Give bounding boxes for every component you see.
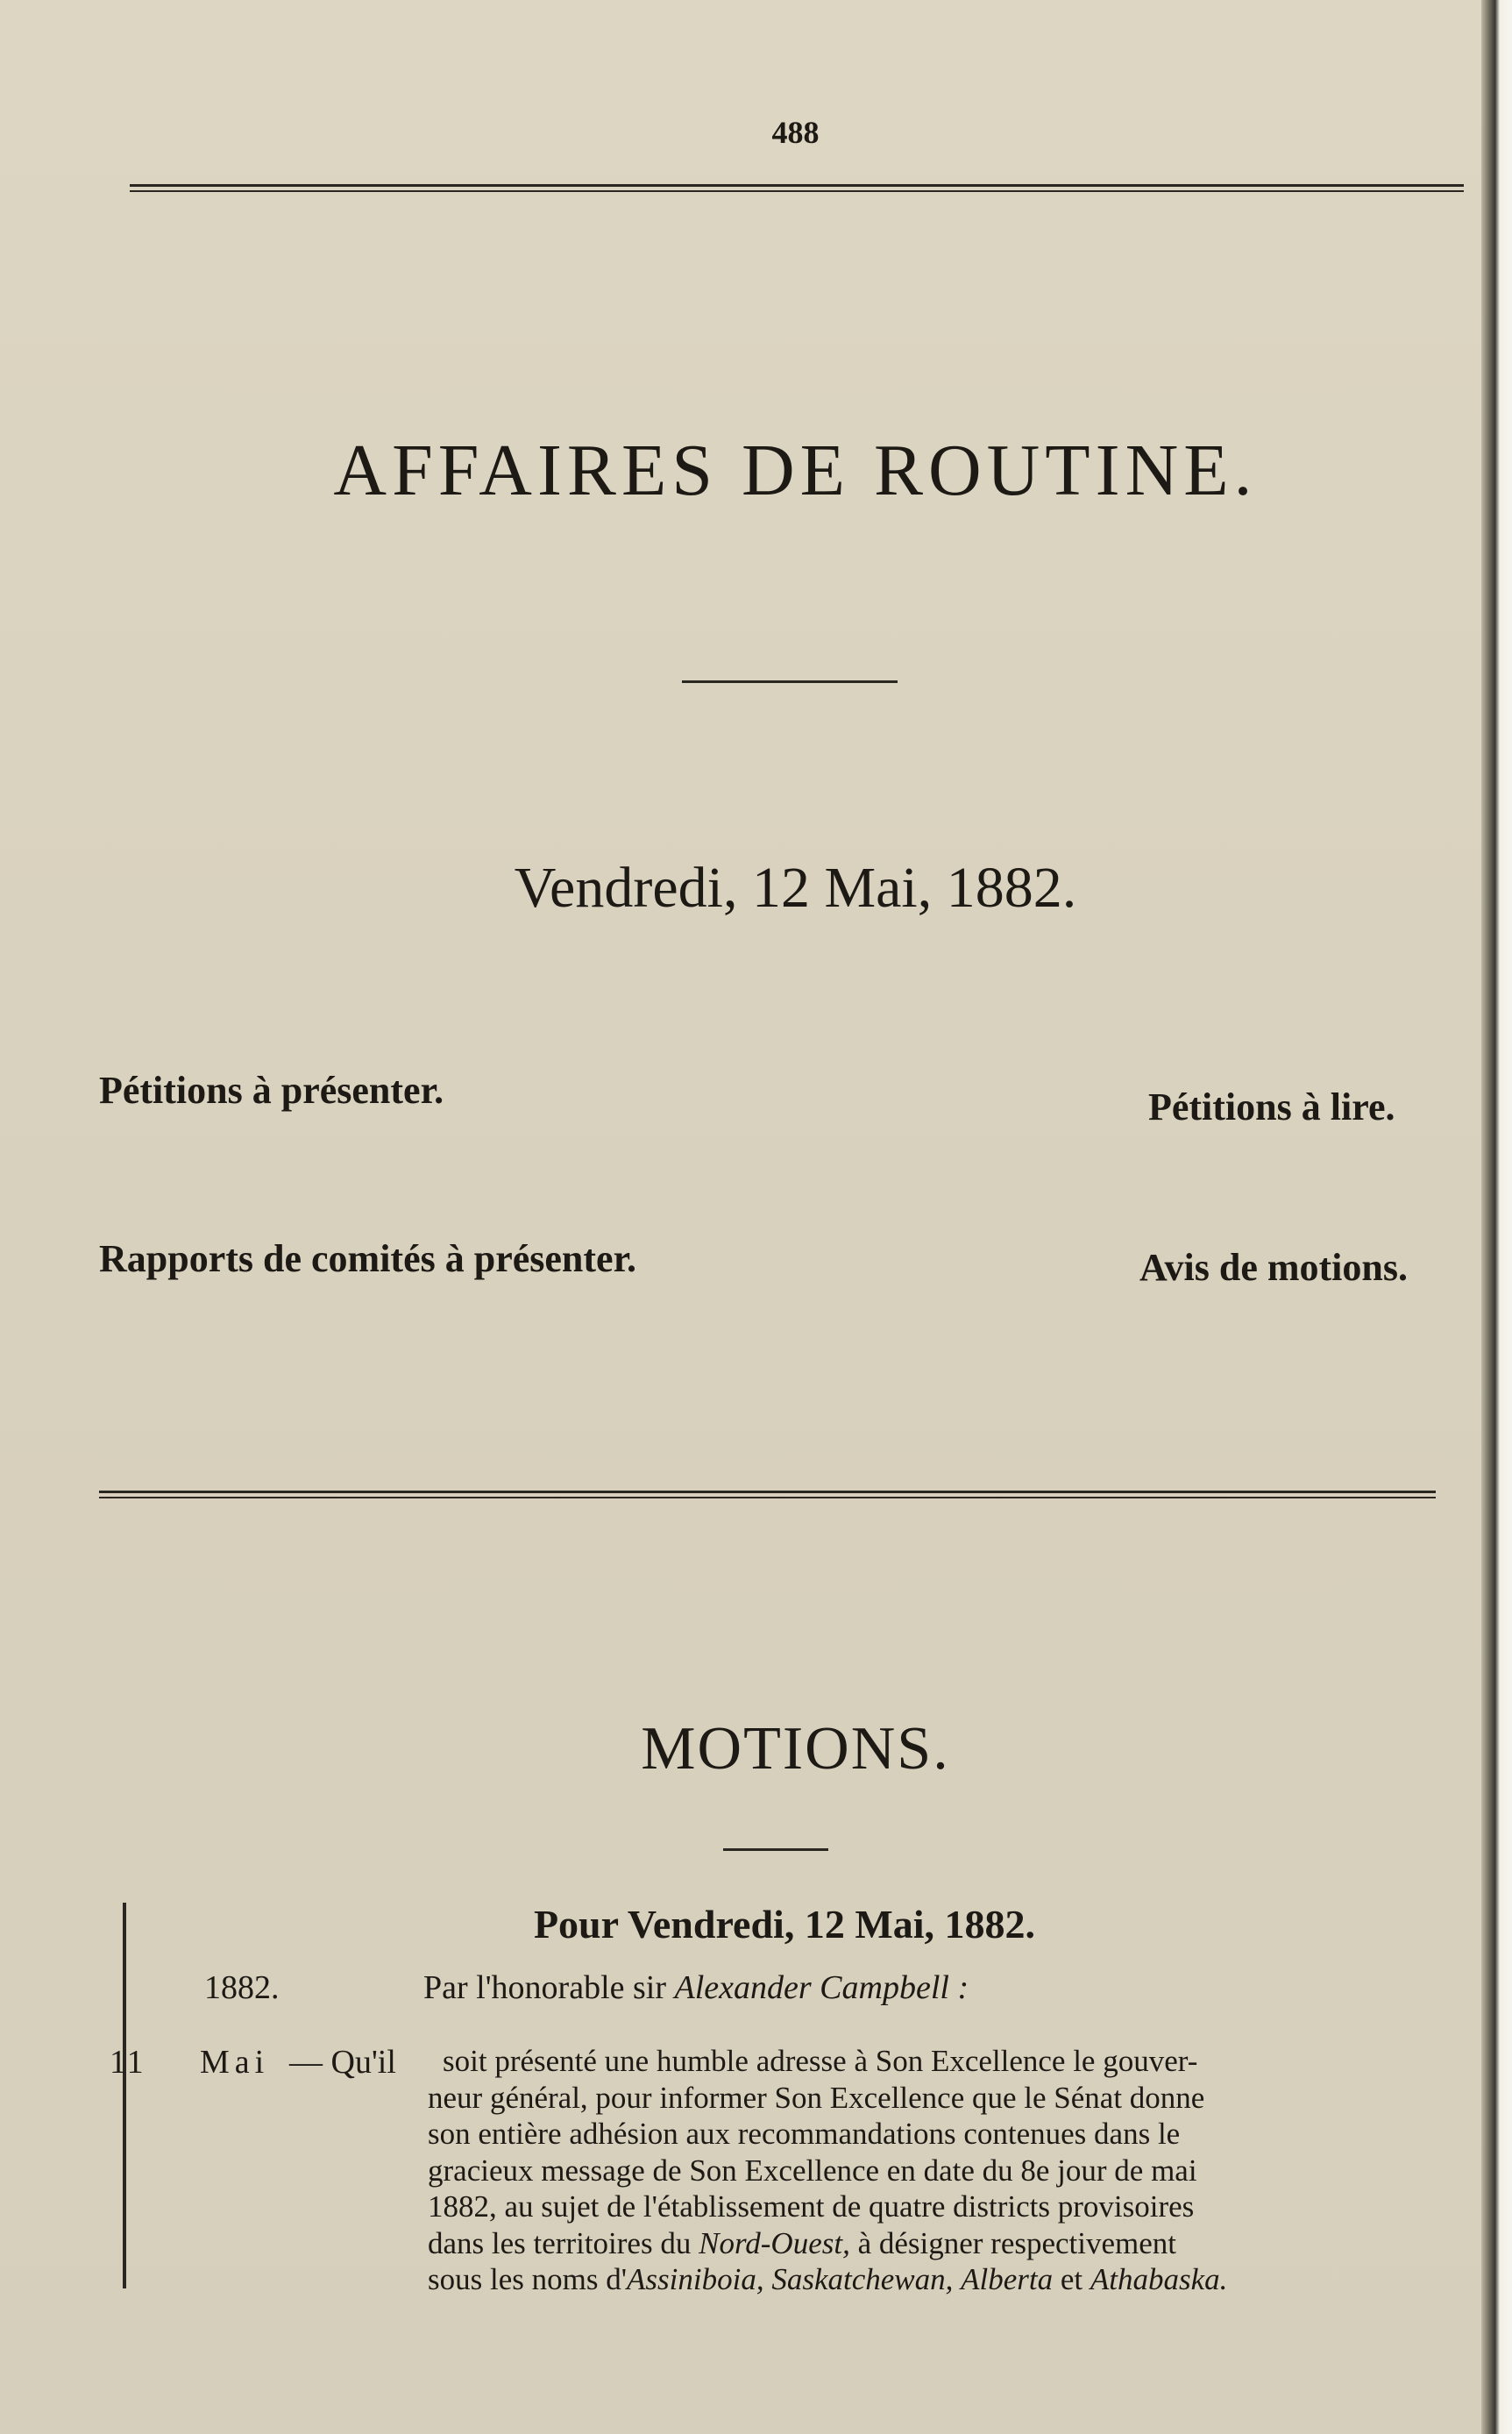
after-nord-ouest: à désigner respectivement	[857, 2225, 1177, 2260]
motion-line-text: dans les territoires du	[428, 2225, 692, 2260]
petitions-presenter-label: Pétitions à présenter.	[99, 1069, 444, 1112]
page-number: 488	[771, 115, 820, 150]
margin-bar	[123, 1903, 126, 2288]
nord-ouest: Nord-Ouest,	[699, 2225, 850, 2260]
motion-line: 1882, au sujet de l'établissement de quatre districts provisoires	[428, 2189, 1195, 2224]
motion-line	[428, 2225, 1439, 2262]
book-edge	[1481, 0, 1512, 2434]
section-rule	[99, 1491, 1436, 1498]
mover-prefix: Par l'honorable sir	[423, 1969, 667, 2006]
motions-divider	[723, 1848, 828, 1851]
motion-year: 1882.	[204, 1969, 280, 2006]
last-prefix: sous les noms d'	[428, 2262, 628, 2296]
motion-lead: — Qu'il	[289, 2044, 396, 2081]
mover-name: Alexander Campbell :	[674, 1969, 969, 2006]
athabaska: Athabaska.	[1090, 2262, 1228, 2296]
date-heading: Vendredi, 12 Mai, 1882.	[514, 856, 1077, 920]
motion-line: soit présenté une humble adresse à Son Excellence le gouver-	[443, 2044, 1198, 2078]
heading-divider	[682, 680, 898, 683]
motion-line: gracieux message de Son Excellence en date du 8e jour de mai	[428, 2153, 1197, 2188]
section-heading: AFFAIRES DE ROUTINE.	[333, 430, 1258, 511]
motion-line	[428, 2261, 1439, 2298]
saskatchewan: Saskatchewan,	[771, 2262, 954, 2296]
motion-month	[200, 2043, 269, 2082]
avis-label: Avis de motions.	[1139, 1246, 1408, 1289]
motion-mover	[423, 1968, 969, 2007]
motion-text	[333, 2043, 1439, 2298]
motions-date: Pour Vendredi, 12 Mai, 1882.	[533, 1902, 1036, 1946]
assiniboia: Assiniboia,	[627, 2262, 764, 2296]
alberta: Alberta	[961, 2262, 1054, 2296]
motion-line: neur général, pour informer Son Excellence que le Sénat donne	[428, 2080, 1205, 2115]
motion-day: 11	[110, 2044, 146, 2081]
petitions-lire-label: Pétitions à lire.	[1148, 1085, 1395, 1128]
motion-line: son entière adhésion aux recommandations contenues dans le	[428, 2117, 1181, 2151]
header-rule	[130, 184, 1464, 192]
motions-heading: MOTIONS.	[641, 1715, 950, 1783]
month-label: Mai	[200, 2044, 270, 2081]
rapports-label: Rapports de comités à présenter.	[99, 1237, 637, 1280]
et: et	[1060, 2262, 1083, 2296]
